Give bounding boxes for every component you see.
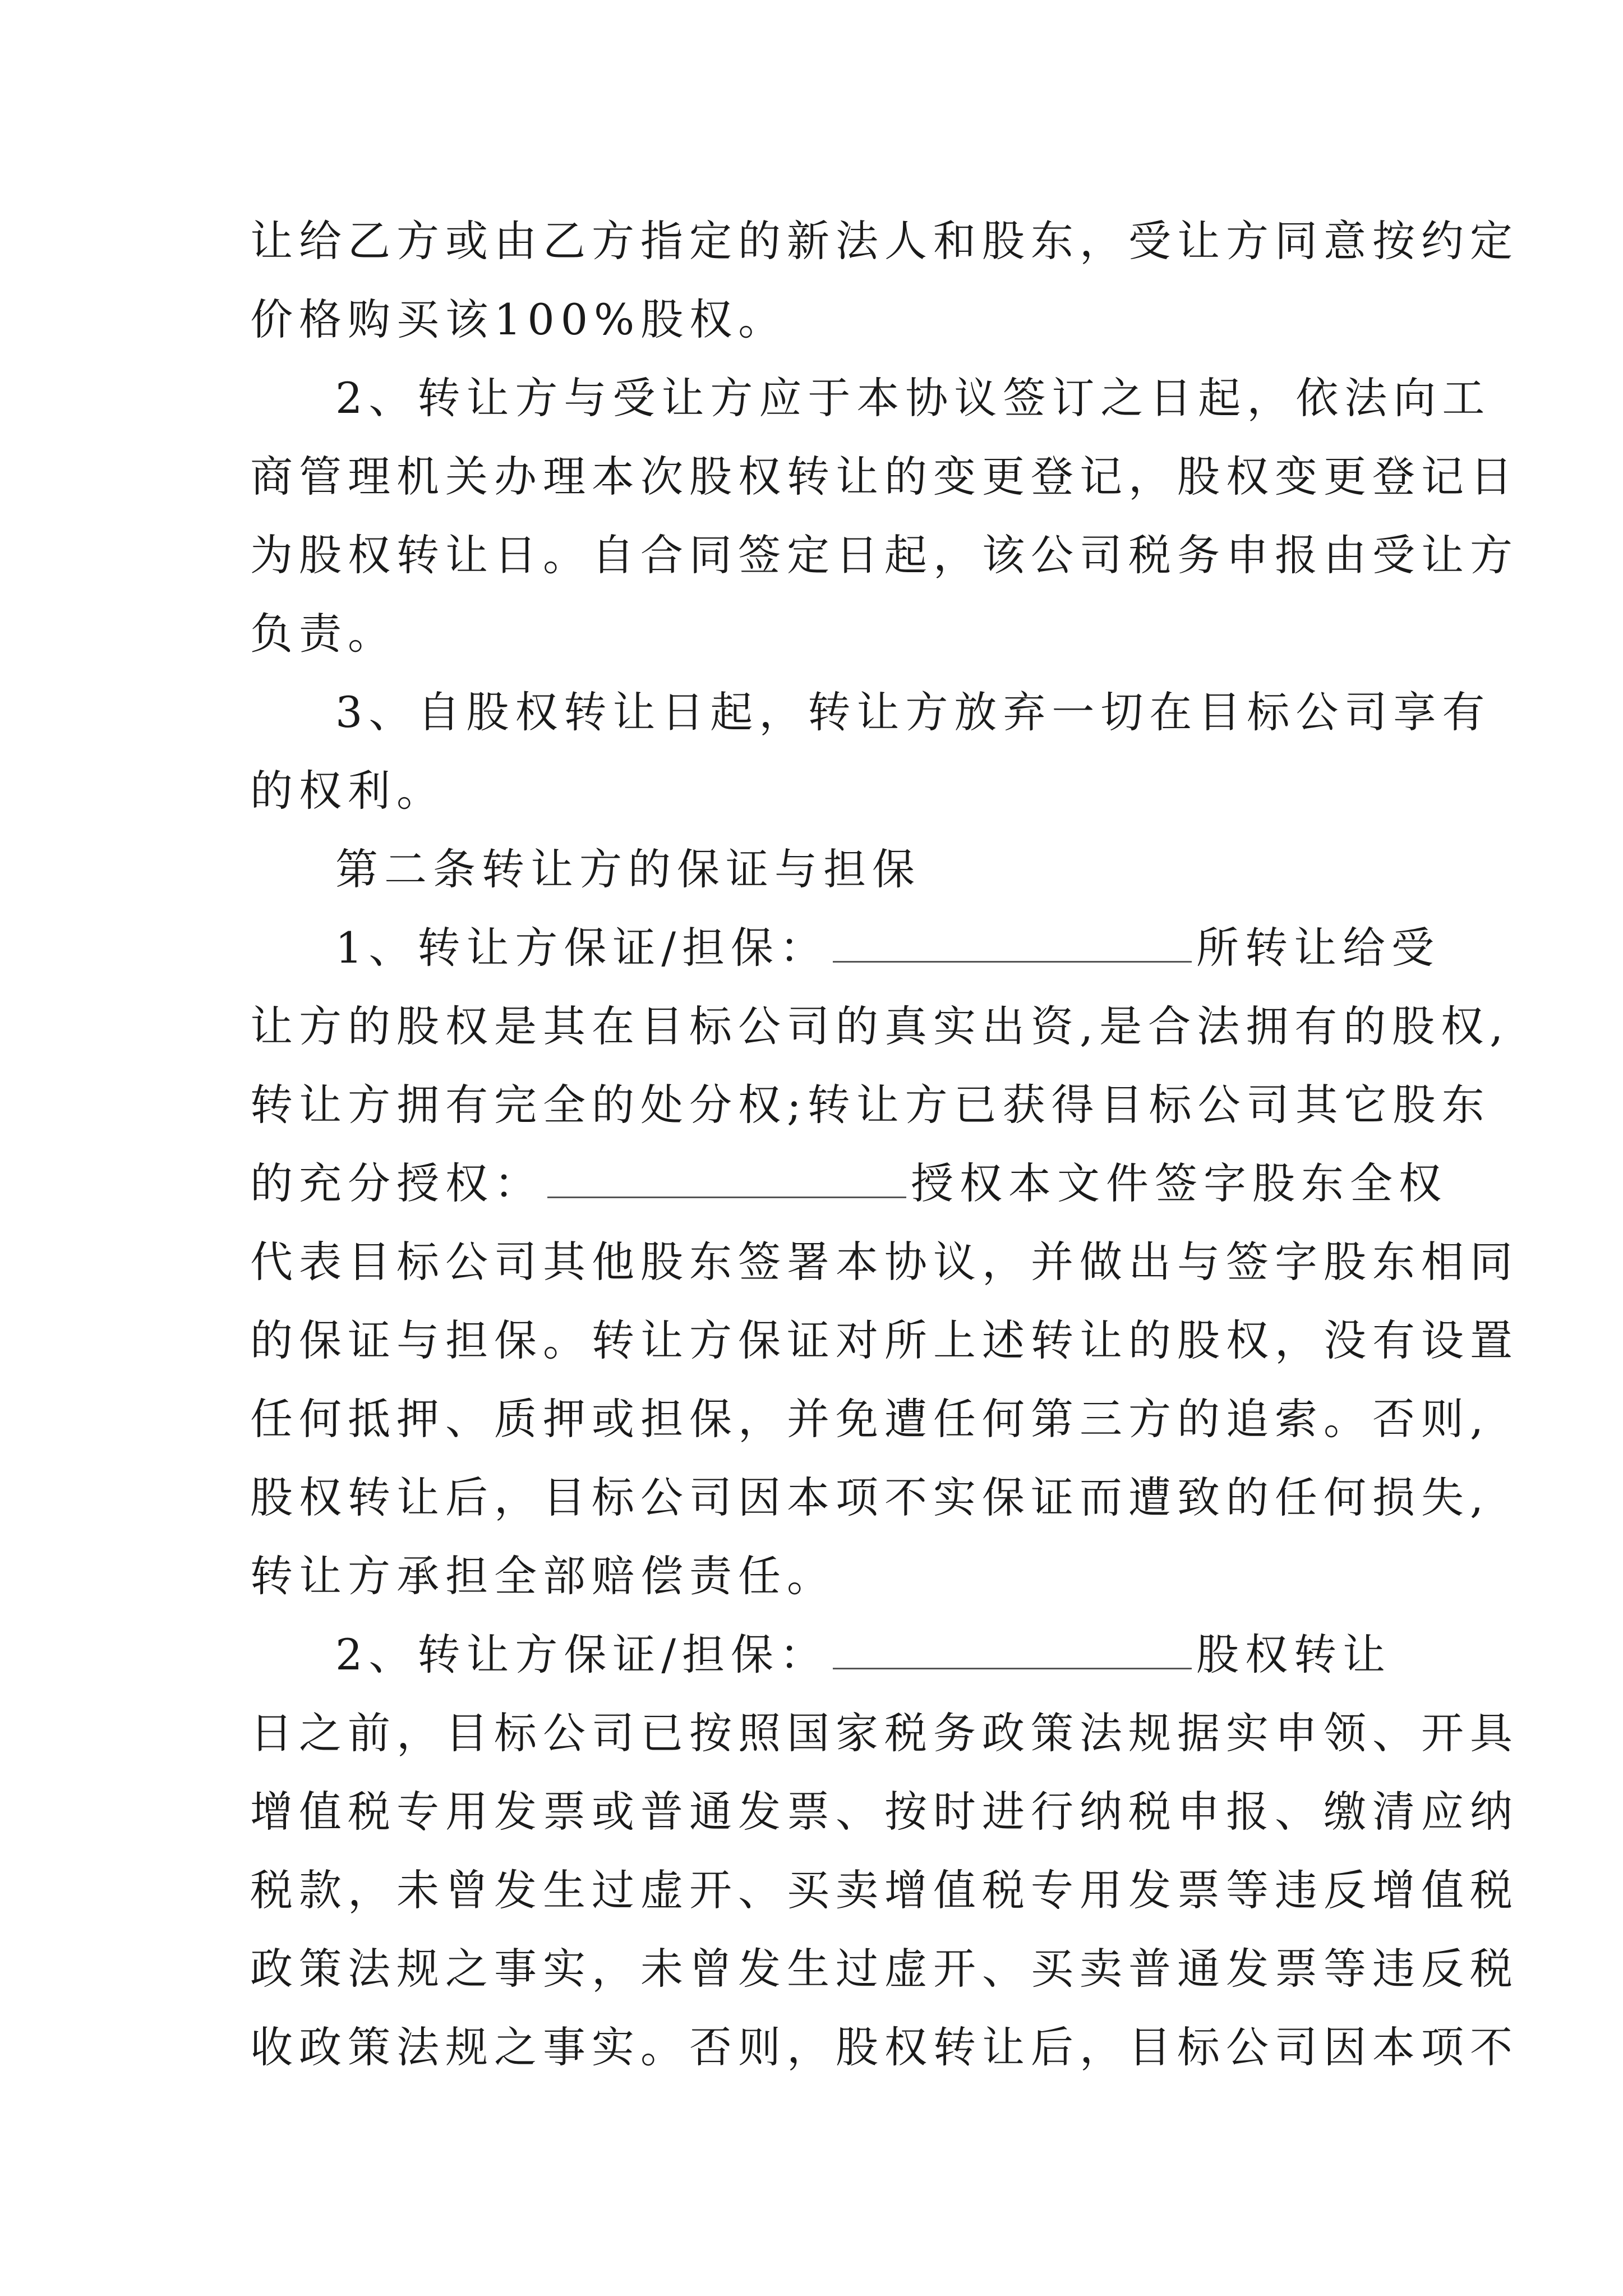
- fill-in-blank: [833, 1634, 1192, 1669]
- clause-paragraph: 2、转让方与受让方应于本协议签订之日起，依法向工: [335, 373, 1491, 423]
- text-line: 任何抵押、质押或担保，并免遭任何第三方的追索。否则,: [250, 1394, 1490, 1444]
- document-body: [250, 202, 1519, 2087]
- text-line: 价格购买该100%股权。: [250, 295, 787, 344]
- text-fragment: 股权转让: [1196, 1630, 1391, 1680]
- text-line: 转让方承担全部赔偿责任。: [250, 1551, 836, 1601]
- text-line: 为股权转让日。自合同签定日起，该公司税务申报由受让方: [250, 530, 1519, 580]
- text-fragment: 2、转让方保证/担保：: [335, 1630, 828, 1680]
- text-fragment: 授权本文件签字股东全权: [911, 1158, 1447, 1208]
- text-line: 的保证与担保。转让方保证对所上述转让的股权，没有设置: [250, 1315, 1519, 1365]
- text-line: 股权转让后，目标公司因本项不实保证而遭致的任何损失,: [250, 1473, 1490, 1522]
- text-line: 税款，未曾发生过虚开、买卖增值税专用发票等违反增值税: [250, 1865, 1519, 1915]
- text-fragment: 的充分授权：: [250, 1158, 543, 1208]
- text-fragment: 1、转让方保证/担保：: [335, 923, 828, 973]
- clause-paragraph: [250, 1616, 1417, 1694]
- text-line: 负责。: [250, 609, 396, 659]
- text-line: 转让方拥有完全的处分权;转让方已获得目标公司其它股东: [250, 1080, 1491, 1130]
- fill-in-blank: [833, 927, 1192, 963]
- text-line: 增值税专用发票或普通发票、按时进行纳税申报、缴清应纳: [250, 1787, 1519, 1837]
- text-line: 商管理机关办理本次股权转让的变更登记，股权变更登记日: [250, 452, 1519, 501]
- text-line: 让方的股权是其在目标公司的真实出资,是合法拥有的股权,: [250, 1001, 1510, 1051]
- text-fragment: 所转让给受: [1196, 923, 1440, 973]
- text-line: 的权利。: [250, 766, 445, 816]
- section-heading: 第二条转让方的保证与担保: [335, 844, 921, 894]
- text-line: 日之前，目标公司已按照国家税务政策法规据实申领、开具: [250, 1708, 1519, 1758]
- fill-in-blank: [547, 1163, 906, 1198]
- text-line: 收政策法规之事实。否则，股权转让后，目标公司因本项不: [250, 2022, 1519, 2072]
- text-line: 政策法规之事实，未曾发生过虚开、买卖普通发票等违反税: [250, 1944, 1519, 1994]
- text-line: [250, 1144, 1447, 1223]
- text-line: 让给乙方或由乙方指定的新法人和股东，受让方同意按约定: [250, 216, 1519, 266]
- clause-paragraph: [250, 909, 1440, 987]
- text-line: 代表目标公司其他股东签署本协议，并做出与签字股东相同: [250, 1237, 1519, 1287]
- clause-paragraph: 3、自股权转让日起，转让方放弃一切在目标公司享有: [335, 687, 1491, 737]
